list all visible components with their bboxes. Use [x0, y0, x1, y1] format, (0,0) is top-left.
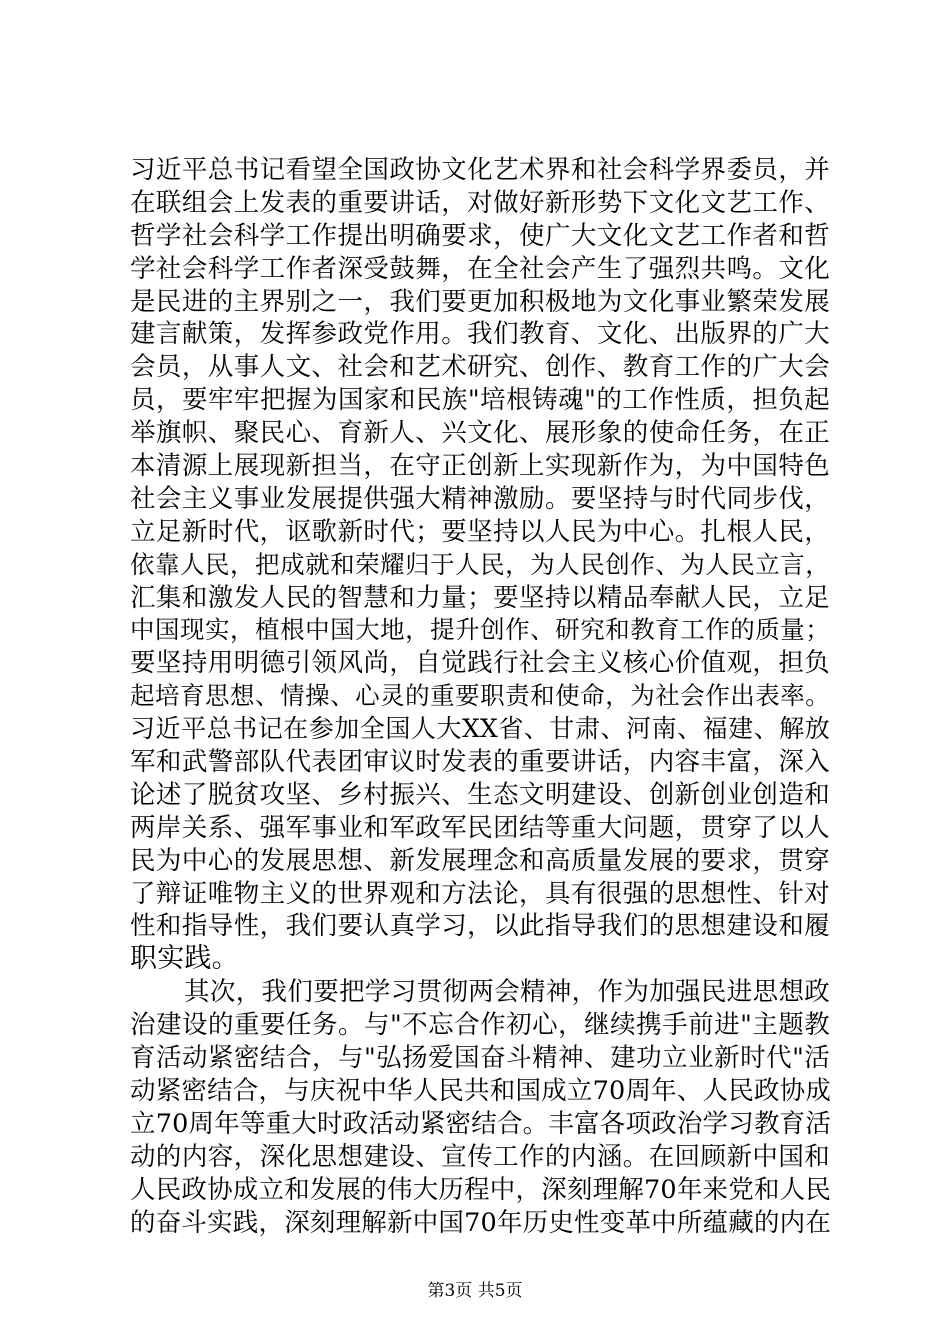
paragraph-2-line: 动的内容，深化思想建设、宣传工作的内涵。在回顾新中国和	[130, 1141, 830, 1172]
paragraph-2-line: 其次，我们要把学习贯彻两会精神，作为加强民进思想政	[184, 977, 830, 1008]
paragraph-1-line: 本清源上展现新担当，在守正创新上实现新作为，为中国特色	[130, 451, 830, 482]
body-text	[130, 154, 830, 1239]
paragraph-1-line: 员，要牢牢把握为国家和民族"培根铸魂"的工作性质，担负起	[130, 385, 830, 416]
paragraph-1-line: 习近平总书记看望全国政协文化艺术界和社会科学界委员，并	[130, 155, 830, 185]
paragraph-1-line: 军和武警部队代表团审议时发表的重要讲话，内容丰富，深入	[130, 747, 830, 778]
paragraph-1-line: 学社会科学工作者深受鼓舞，在全社会产生了强烈共鸣。文化	[130, 253, 830, 284]
page-footer: 第3页 共5页	[427, 1281, 523, 1301]
paragraph-1-line: 在联组会上发表的重要讲话，对做好新形势下文化文艺工作、	[130, 187, 830, 218]
paragraph-1-line: 论述了脱贫攻坚、乡村振兴、生态文明建设、创新创业创造和	[130, 779, 830, 810]
paragraph-2-line: 育活动紧密结合，与"弘扬爱国奋斗精神、建功立业新时代"活	[130, 1043, 830, 1074]
paragraph-2-line: 人民政协成立和发展的伟大历程中，深刻理解70年来党和人民	[130, 1174, 832, 1205]
paragraph-2-line: 动紧密结合，与庆祝中华人民共和国成立70周年、人民政协成	[130, 1075, 832, 1106]
paragraph-1-line: 要坚持用明德引领风尚，自觉践行社会主义核心价值观，担负	[130, 648, 830, 679]
paragraph-1-line: 起培育思想、情操、心灵的重要职责和使命，为社会作出表率。	[130, 681, 830, 711]
paragraph-2-line: 治建设的重要任务。与"不忘合作初心，继续携手前进"主题教	[130, 1010, 830, 1041]
paragraph-1-line: 两岸关系、强军事业和军政军民团结等重大问题，贯穿了以人	[130, 812, 830, 843]
paragraph-1-line: 了辩证唯物主义的世界观和方法论，具有很强的思想性、针对	[130, 878, 830, 909]
paragraph-1-line: 哲学社会科学工作提出明确要求，使广大文化文艺工作者和哲	[130, 220, 830, 251]
paragraph-1-line: 习近平总书记在参加全国人大XX省、甘肃、河南、福建、解放	[130, 714, 830, 744]
paragraph-1-line: 立足新时代，讴歌新时代；要坚持以人民为中心。扎根人民，	[130, 516, 830, 547]
paragraph-1-line: 汇集和激发人民的智慧和力量；要坚持以精品奉献人民，立足	[130, 582, 830, 613]
paragraph-1-line: 民为中心的发展思想、新发展理念和高质量发展的要求，贯穿	[130, 845, 830, 876]
paragraph-1-line: 性和指导性，我们要认真学习，以此指导我们的思想建设和履	[130, 911, 830, 942]
paragraph-2-line: 的奋斗实践，深刻理解新中国70年历史性变革中所蕴藏的内在	[130, 1207, 832, 1238]
paragraph-1-line: 举旗帜、聚民心、育新人、兴文化、展形象的使命任务，在正	[130, 418, 830, 449]
paragraph-1-line: 中国现实，植根中国大地，提升创作、研究和教育工作的质量；	[130, 615, 830, 645]
paragraph-2-line: 立70周年等重大时政活动紧密结合。丰富各项政治学习教育活	[130, 1108, 832, 1139]
paragraph-1-line: 建言献策，发挥参政党作用。我们教育、文化、出版界的广大	[130, 319, 830, 350]
paragraph-1-line: 是民进的主界别之一，我们要更加积极地为文化事业繁荣发展	[130, 286, 830, 317]
paragraph-1-line: 依靠人民，把成就和荣耀归于人民，为人民创作、为人民立言，	[130, 549, 830, 579]
paragraph-1-line: 职实践。	[130, 943, 239, 975]
paragraph-1-line: 社会主义事业发展提供强大精神激励。要坚持与时代同步伐，	[130, 483, 830, 514]
paragraph-1-line: 会员，从事人文、社会和艺术研究、创作、教育工作的广大会	[130, 352, 830, 383]
